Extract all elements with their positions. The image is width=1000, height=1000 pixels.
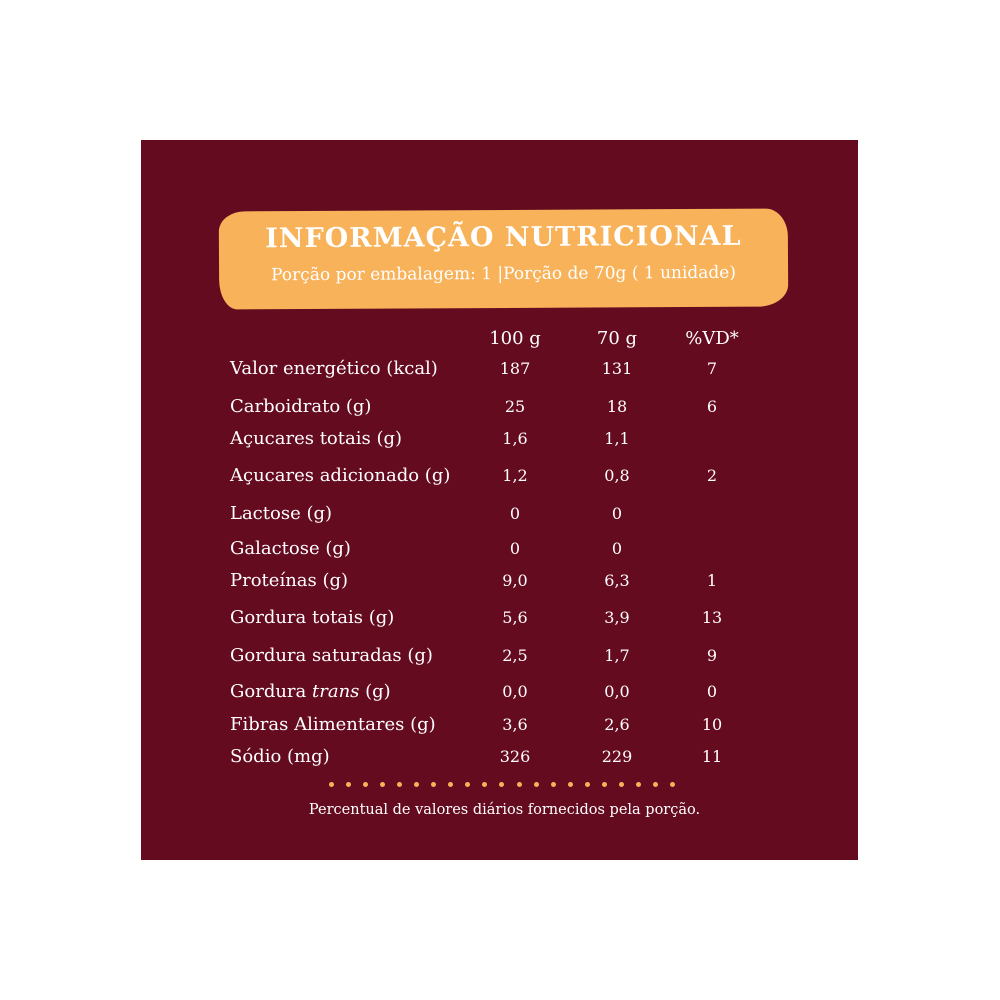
value-70g: 2,6 bbox=[604, 715, 630, 734]
nutrient-label bbox=[230, 681, 391, 702]
value-100g: 3,6 bbox=[502, 715, 528, 734]
table-row bbox=[141, 538, 858, 568]
value-70g: 1,1 bbox=[604, 429, 630, 448]
table-row bbox=[141, 465, 858, 495]
value-70g: 18 bbox=[606, 397, 628, 416]
value-vd: 6 bbox=[706, 397, 718, 416]
value-vd: 10 bbox=[701, 715, 723, 734]
value-vd: 0 bbox=[706, 682, 718, 701]
value-70g: 6,3 bbox=[604, 571, 630, 590]
value-70g: 0,8 bbox=[604, 466, 630, 485]
value-vd: 9 bbox=[706, 646, 718, 665]
value-vd: 2 bbox=[706, 466, 718, 485]
value-100g: 1,2 bbox=[502, 466, 528, 485]
value-100g: 25 bbox=[504, 397, 526, 416]
nutrient-label: Lactose (g) bbox=[230, 503, 333, 524]
nutrient-label: Açucares adicionado (g) bbox=[230, 465, 451, 486]
value-70g: 0,0 bbox=[604, 682, 630, 701]
value-70g: 0 bbox=[611, 504, 623, 523]
value-vd: 13 bbox=[701, 608, 723, 627]
table-row bbox=[141, 607, 858, 637]
value-vd: 1 bbox=[706, 571, 718, 590]
value-100g: 326 bbox=[499, 747, 531, 766]
value-70g: 229 bbox=[601, 747, 633, 766]
column-header-vd: %VD* bbox=[685, 328, 739, 349]
nutrient-label: Galactose (g) bbox=[230, 538, 351, 559]
nutrient-label-start: Gordura bbox=[230, 681, 312, 702]
value-100g: 0,0 bbox=[502, 682, 528, 701]
nutrient-label: Valor energético (kcal) bbox=[230, 358, 438, 379]
table-row bbox=[141, 428, 858, 458]
table-row bbox=[141, 396, 858, 426]
value-100g: 0 bbox=[509, 539, 521, 558]
value-100g: 0 bbox=[509, 504, 521, 523]
nutrient-label: Carboidrato (g) bbox=[230, 396, 372, 417]
nutrient-label: Gordura saturadas (g) bbox=[230, 645, 433, 666]
serving-info: Porção por embalagem: 1 |Porção de 70g ( 1 unidade) bbox=[271, 262, 737, 286]
value-70g: 1,7 bbox=[604, 646, 630, 665]
table-row bbox=[141, 645, 858, 675]
nutrition-label-card bbox=[141, 140, 858, 860]
column-header-100g: 100 g bbox=[489, 328, 541, 349]
nutrient-label-trans: trans bbox=[312, 681, 360, 702]
value-100g: 9,0 bbox=[502, 571, 528, 590]
value-100g: 187 bbox=[499, 359, 531, 378]
label-title: INFORMAÇÃO NUTRICIONAL bbox=[265, 220, 742, 255]
value-100g: 2,5 bbox=[502, 646, 528, 665]
footnote: Percentual de valores diários fornecidos pela porção. bbox=[308, 802, 701, 818]
table-row bbox=[141, 746, 858, 776]
table-row bbox=[141, 570, 858, 600]
nutrient-label-end: (g) bbox=[359, 681, 391, 702]
nutrient-label: Proteínas (g) bbox=[230, 570, 349, 591]
nutrient-label: Açucares totais (g) bbox=[230, 428, 403, 449]
table-row bbox=[141, 503, 858, 533]
title-banner bbox=[219, 209, 789, 310]
column-header-70g: 70 g bbox=[596, 328, 638, 349]
value-vd: 11 bbox=[701, 747, 723, 766]
dotted-divider bbox=[329, 782, 675, 790]
value-100g: 5,6 bbox=[502, 608, 528, 627]
table-row bbox=[141, 714, 858, 744]
table-row bbox=[141, 681, 858, 711]
value-vd: 7 bbox=[706, 359, 718, 378]
value-70g: 131 bbox=[601, 359, 633, 378]
value-100g: 1,6 bbox=[502, 429, 528, 448]
nutrient-label: Sódio (mg) bbox=[230, 746, 330, 767]
value-70g: 3,9 bbox=[604, 608, 630, 627]
table-row bbox=[141, 358, 858, 388]
nutrient-label: Fibras Alimentares (g) bbox=[230, 714, 436, 735]
value-70g: 0 bbox=[611, 539, 623, 558]
nutrient-label: Gordura totais (g) bbox=[230, 607, 395, 628]
